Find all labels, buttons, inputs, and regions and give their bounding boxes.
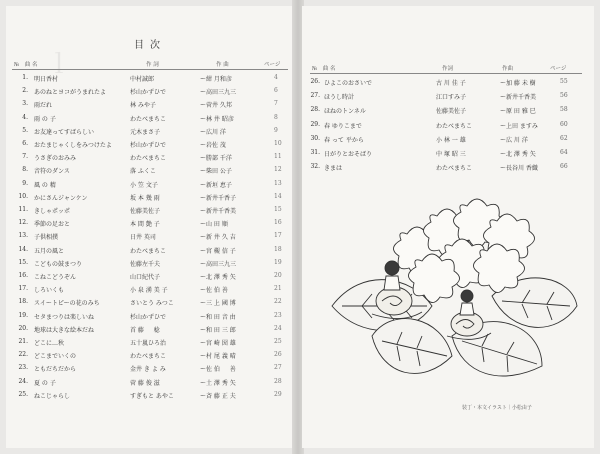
- toc-number: 30.: [310, 134, 320, 142]
- toc-row: [12, 206, 292, 217]
- toc-row: [12, 127, 292, 138]
- toc-composer: ー加 藤 未 樹: [500, 80, 536, 87]
- toc-composer: ー林 井 昭彦: [200, 115, 234, 123]
- toc-row: [12, 351, 292, 362]
- toc-composer: ー新井千香子: [200, 194, 237, 202]
- toc-page: 21: [274, 285, 282, 293]
- toc-title: 明日香村: [34, 76, 59, 83]
- toc-writer: 小 林 一 雄: [436, 136, 466, 144]
- toc-number: 16.: [18, 272, 28, 279]
- toc-writer: わたべまちこ: [436, 122, 473, 130]
- toc-title: セタまつりは楽しいね: [34, 313, 95, 321]
- toc-writer: わたべまちこ: [130, 247, 167, 255]
- toc-writer: 菅 藤 俊 滋: [130, 379, 160, 387]
- toc-title: お友達ってすばらしい: [34, 128, 95, 136]
- header-page-right: ページ: [550, 66, 567, 72]
- toc-page: 27: [274, 364, 282, 372]
- toc-writer: 山口紀代子: [130, 274, 161, 281]
- toc-page: 19: [274, 258, 282, 266]
- toc-title: 季節の足おと: [34, 221, 71, 229]
- toc-row: [12, 166, 292, 177]
- header-composer-right: 作曲: [502, 66, 514, 72]
- toc-page: 15: [274, 206, 282, 213]
- toc-number: 2.: [22, 87, 28, 95]
- toc-title: ほうし時計: [324, 94, 355, 102]
- toc-page: 25: [274, 338, 282, 345]
- toc-title: 地球は大きな絵本だね: [34, 326, 95, 334]
- toc-composer: ー和 田 三 郎: [200, 326, 236, 334]
- toc-title: どこに…秋: [34, 340, 65, 347]
- toc-composer: ー宮 槻 信 子: [200, 247, 236, 255]
- toc-composer: ー原 田 雅 巳: [500, 108, 536, 116]
- toc-number: 22.: [18, 351, 28, 359]
- header-composer: 作 曲: [216, 62, 229, 68]
- toc-title: 雨 の 子: [34, 115, 56, 123]
- illustration-credit: 装丁・本文イラスト｜小松由子: [462, 405, 532, 411]
- toc-row: [12, 391, 292, 402]
- header-writer: 作 詞: [146, 62, 159, 68]
- toc-page: 11: [274, 153, 282, 161]
- toc-row: [12, 140, 292, 151]
- toc-writer: 五十嵐ひろ治: [130, 340, 167, 347]
- toc-number: 10.: [18, 192, 28, 200]
- toc-writer: 古 川 佳 子: [436, 80, 466, 87]
- toc-page: 14: [274, 192, 282, 200]
- toc-composer: ー紺 月和彦: [200, 76, 232, 83]
- right-page: [302, 6, 594, 448]
- toc-row: [12, 100, 292, 111]
- header-rule: [12, 69, 288, 70]
- toc-writer: 杉山かずひで: [130, 313, 167, 321]
- toc-page: 12: [274, 166, 282, 174]
- toc-composer: ー新井千香美: [500, 94, 537, 102]
- toc-page: 26: [274, 351, 282, 359]
- header-writer-right: 作詞: [442, 66, 454, 72]
- toc-title: 風 の 精: [34, 181, 56, 189]
- toc-title: 春 って 平から: [324, 136, 364, 144]
- toc-title: スイートピーの花のみち: [34, 300, 100, 308]
- toc-composer: ー佐 伯 善: [200, 366, 236, 374]
- toc-writer: わたべまちこ: [436, 165, 473, 173]
- toc-composer: ー長谷川 香織: [500, 165, 538, 173]
- toc-number: 21.: [18, 338, 28, 345]
- toc-row: [12, 246, 292, 257]
- toc-composer: ー村 尾 義 晴: [200, 353, 236, 361]
- toc-title: ほねのトンネル: [324, 108, 366, 116]
- toc-writer: すぎもと あやこ: [130, 392, 174, 400]
- toc-page: 7: [274, 100, 278, 108]
- toc-row: [12, 298, 292, 309]
- toc-row: [12, 285, 292, 296]
- toc-row: [12, 114, 292, 125]
- toc-writer: 落 ふくこ: [130, 168, 156, 176]
- toc-composer: ー北 澤 秀 矢: [200, 274, 236, 281]
- toc-writer: 佐藤美佐子: [436, 108, 467, 116]
- toc-number: 1.: [22, 74, 28, 81]
- toc-title: かにさんジャンケン: [34, 194, 88, 202]
- page-title: 目次: [134, 40, 166, 51]
- toc-page: 10: [274, 140, 282, 147]
- toc-page: 9: [274, 126, 278, 134]
- toc-title: 五月の風と: [34, 247, 65, 255]
- toc-title: きしゃポッポ: [34, 208, 71, 215]
- toc-title: おたまじゃくしをみつけたよ: [34, 142, 112, 149]
- toc-title: うさぎのおみみ: [34, 155, 77, 163]
- toc-composer: ー北 澤 秀 矢: [500, 151, 536, 158]
- toc-writer: さいとう みつこ: [130, 300, 174, 308]
- toc-title: ともだちだから: [34, 366, 77, 374]
- toc-row: [12, 312, 292, 323]
- toc-writer: 日井 英司: [130, 234, 156, 242]
- toc-page: 24: [274, 324, 282, 332]
- toc-number: 32.: [310, 163, 320, 171]
- toc-composer: ー新 井 久 吉: [200, 234, 236, 242]
- toc-row: [12, 364, 292, 375]
- toc-writer: 佐藤美佐子: [130, 208, 161, 215]
- toc-number: 5.: [22, 126, 28, 134]
- toc-page: 60: [560, 120, 568, 128]
- toc-page: 55: [560, 78, 568, 85]
- toc-composer: ー和 田 音 由: [200, 313, 236, 321]
- toc-row: [12, 180, 292, 191]
- toc-row: [12, 74, 292, 85]
- toc-writer: 杉山かずひで: [130, 142, 167, 149]
- show-through-text: ｌ: [46, 50, 75, 80]
- toc-writer: 金井 き よ み: [130, 366, 166, 374]
- left-page: [6, 6, 294, 448]
- toc-composer: ー上田 ますみ: [500, 122, 538, 130]
- toc-writer: 坂 本 幾 雨: [130, 194, 160, 202]
- toc-writer: 佐藤左千夫: [130, 260, 161, 268]
- toc-composer: ー広川 洋: [200, 128, 226, 136]
- toc-title: 春 ゆりこまで: [324, 122, 362, 130]
- toc-writer: わたべまちこ: [130, 353, 167, 361]
- toc-composer: ー新井千香美: [200, 208, 237, 215]
- toc-composer: ー宮 崎 圀 雄: [200, 340, 236, 347]
- toc-page: 6: [274, 87, 278, 95]
- toc-writer: 小 泉 湧 美 子: [130, 287, 168, 295]
- toc-page: 62: [560, 134, 568, 142]
- toc-row: [12, 338, 292, 349]
- toc-title: 子供相撲: [34, 234, 59, 242]
- toc-writer: わたべまちこ: [130, 115, 167, 123]
- toc-number: 12.: [18, 219, 28, 227]
- toc-number: 31.: [310, 149, 320, 156]
- toc-number: 13.: [18, 232, 28, 240]
- toc-composer: ー高田三九三: [200, 89, 237, 97]
- toc-number: 14.: [18, 245, 28, 253]
- toc-writer: 中 塚 昭 三: [436, 151, 466, 158]
- toc-row: [12, 87, 292, 98]
- toc-row: [12, 232, 292, 243]
- toc-composer: ー佐 伯 善: [200, 287, 228, 295]
- toc-title: 夏 の 子: [34, 379, 56, 387]
- toc-writer: 杉山かずひで: [130, 89, 167, 97]
- toc-page: 17: [274, 232, 282, 240]
- toc-writer: 中村誠郎: [130, 76, 155, 83]
- toc-page: 8: [274, 113, 278, 121]
- toc-number: 18.: [18, 298, 28, 306]
- toc-number: 11.: [18, 206, 28, 213]
- toc-number: 23.: [18, 364, 28, 372]
- toc-page: 4: [274, 74, 278, 81]
- toc-writer: 本 間 艶 子: [130, 221, 160, 229]
- toc-number: 4.: [22, 113, 28, 121]
- toc-writer: 江口すみ子: [436, 94, 467, 102]
- toc-number: 27.: [310, 92, 320, 100]
- hydrangea-snail-illustration: [302, 6, 594, 448]
- toc-title: あのねとヨコがうまれたよ: [34, 89, 107, 97]
- toc-writer: 林 みや子: [130, 102, 156, 110]
- toc-page: 20: [274, 272, 282, 279]
- toc-title: ねこじゃらし: [34, 392, 71, 400]
- toc-page: 56: [560, 92, 568, 100]
- toc-title: 音符のダンス: [34, 168, 70, 176]
- toc-title: ひよこのおさいで: [324, 80, 373, 87]
- toc-title: 日がりとおそばり: [324, 151, 373, 158]
- toc-number: 20.: [18, 324, 28, 332]
- toc-writer: 首 藤 稔: [130, 326, 160, 334]
- toc-composer: ー三 上 國 博: [200, 300, 236, 308]
- toc-number: 17.: [18, 285, 28, 293]
- toc-number: 7.: [22, 153, 28, 161]
- toc-number: 28.: [310, 106, 320, 114]
- toc-page: 13: [274, 179, 282, 187]
- toc-page: 29: [274, 390, 282, 398]
- toc-page: 18: [274, 245, 282, 253]
- toc-page: 28: [274, 377, 282, 385]
- toc-title: こねこどうぞん: [34, 274, 77, 281]
- toc-title: こどもの鼓まつり: [34, 260, 83, 268]
- toc-title: しろいくも: [34, 287, 65, 295]
- toc-composer: ー岩佐 茂: [200, 142, 226, 149]
- toc-composer: ー高田三九三: [200, 260, 237, 268]
- header-title: № 曲 名: [14, 62, 38, 68]
- toc-composer: ー広 川 洋: [500, 136, 528, 144]
- toc-number: 3.: [22, 100, 28, 108]
- toc-number: 24.: [18, 377, 28, 385]
- toc-title: どこまでいくの: [34, 353, 77, 361]
- toc-page: 58: [560, 106, 568, 114]
- toc-number: 6.: [22, 140, 28, 147]
- toc-composer: ー斉 藤 正 夫: [200, 392, 236, 400]
- toc-composer: ー菅井 久邦: [200, 102, 232, 110]
- toc-writer: 小 笠 文子: [130, 181, 158, 189]
- toc-page: 66: [560, 163, 568, 171]
- toc-row: [12, 259, 292, 270]
- toc-composer: ー土 澤 秀 矢: [200, 379, 236, 387]
- toc-number: 25.: [18, 390, 28, 398]
- toc-number: 29.: [310, 120, 320, 128]
- toc-row: [12, 378, 292, 389]
- toc-number: 9.: [22, 179, 28, 187]
- toc-title: きまは: [324, 165, 343, 173]
- toc-composer: ー勝部 千洋: [200, 155, 232, 163]
- toc-composer: ー柴田 公子: [200, 168, 232, 176]
- toc-page: 64: [560, 149, 568, 156]
- toc-title: 雨だれ: [34, 102, 53, 110]
- toc-number: 19.: [18, 311, 28, 319]
- toc-writer: わたべまちこ: [130, 155, 167, 163]
- header-page: ページ: [264, 62, 281, 68]
- toc-page: 23: [274, 311, 282, 319]
- toc-row: [12, 325, 292, 336]
- toc-row: [12, 193, 292, 204]
- toc-row: [12, 219, 292, 230]
- toc-number: 15.: [18, 258, 28, 266]
- toc-number: 26.: [310, 78, 320, 85]
- toc-composer: ー新垣 恵子: [200, 181, 232, 189]
- header-title-right: № 曲 名: [312, 66, 336, 72]
- toc-page: 16: [274, 219, 282, 227]
- toc-page: 22: [274, 298, 282, 306]
- toc-number: 8.: [22, 166, 28, 174]
- toc-row: [12, 153, 292, 164]
- toc-writer: 元木まさ子: [130, 128, 161, 136]
- toc-composer: ー山 田 順: [200, 221, 228, 229]
- toc-row: [12, 272, 292, 283]
